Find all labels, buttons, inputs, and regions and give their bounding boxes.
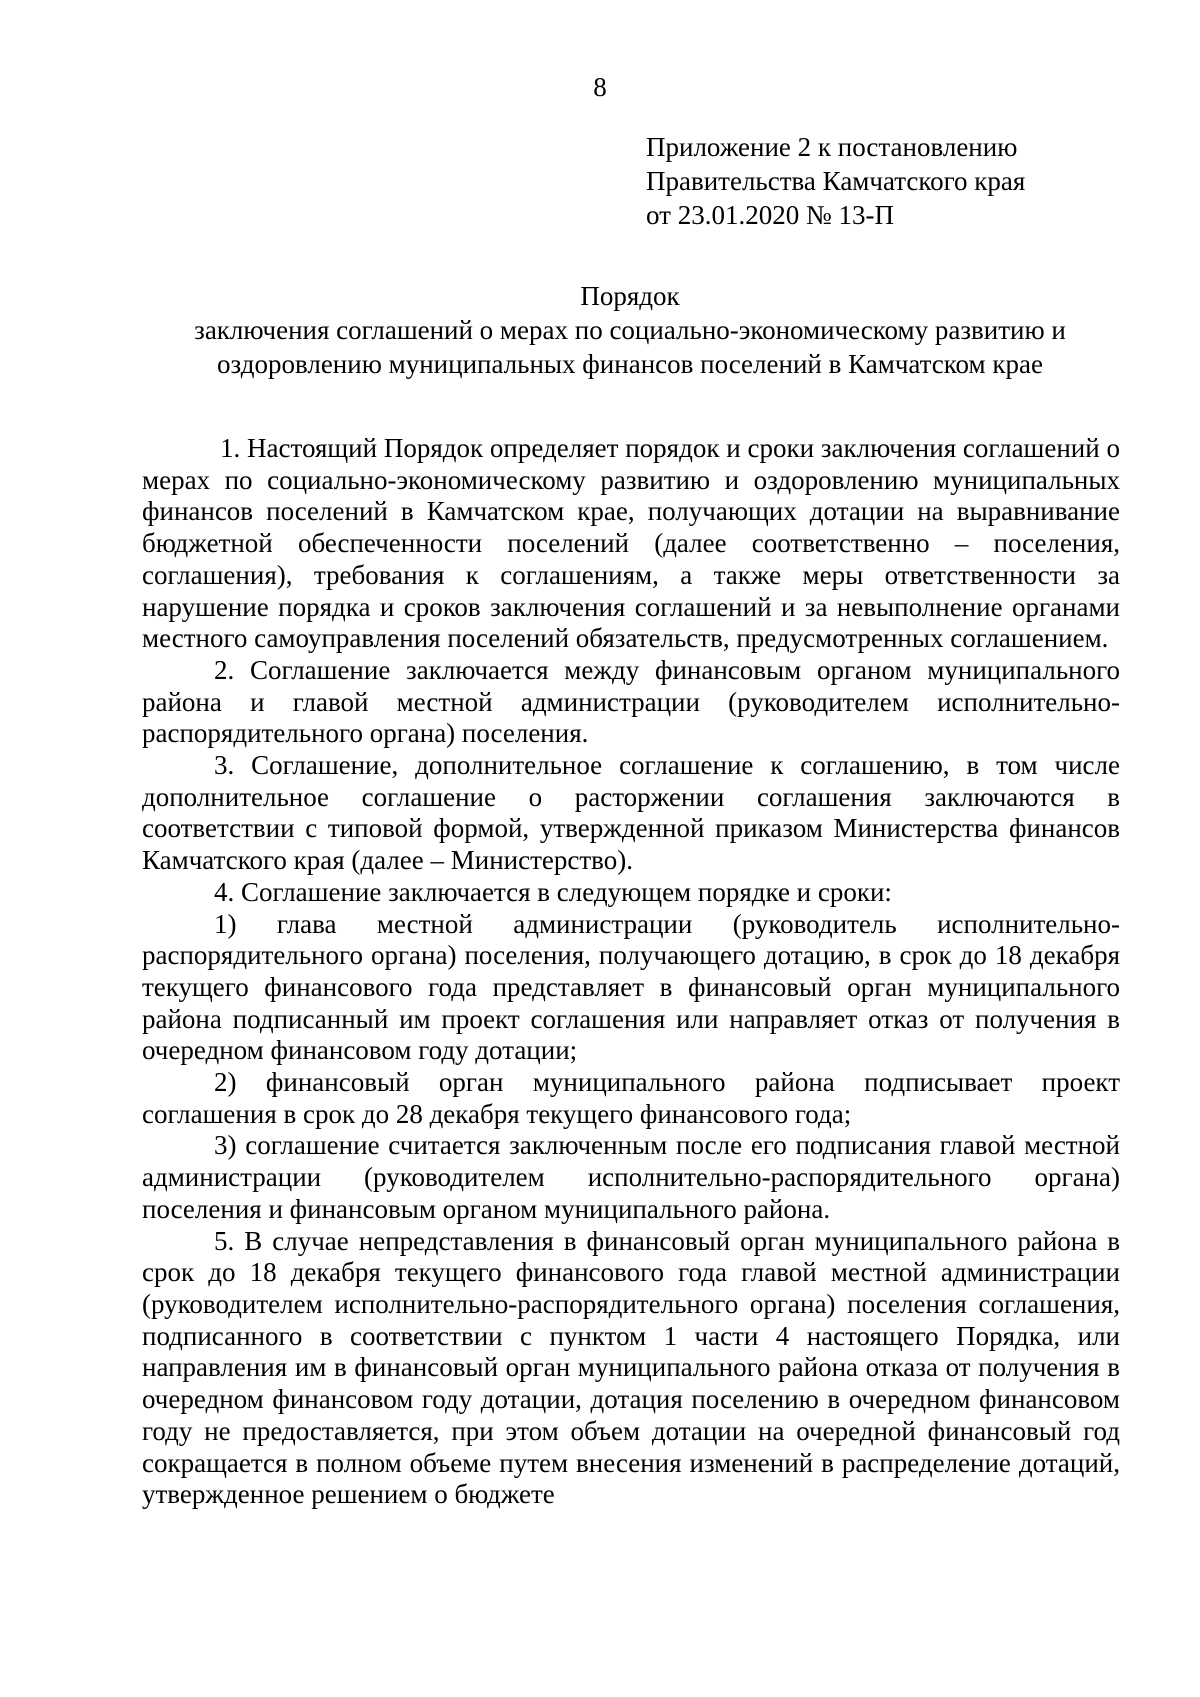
title-heading: Порядок xyxy=(580,281,680,311)
paragraph-4-item-3: 3) соглашение считается заключенным после его подписания главой местной администрации (руководителем исполнительно-распорядительного органа) поселения и финансовым органом муниципального района. xyxy=(142,1130,1120,1224)
document-title xyxy=(140,279,1120,381)
paragraph-4-item-2: 2) финансовый орган муниципального района подписывает проект соглашения в срок до 28 декабря текущего финансового года; xyxy=(142,1067,1120,1129)
appendix-line: от 23.01.2020 № 13-П xyxy=(646,200,894,230)
paragraph-2: 2. Соглашение заключается между финансовым органом муниципального района и главой местной администрации (руководителем исполнительно-распорядительного органа) поселения. xyxy=(142,654,1120,749)
paragraph-4-item-1: 1) глава местной администрации (руководитель исполнительно-распорядительного органа) поселения, получающего дотацию, в срок до 18 декабря текущего финансового года представляет в финансовый орган муниципального района подписанный им проект соглашения или направляет отказ от получения в очередном финансовом году дотации; xyxy=(142,908,1120,1066)
page-number: 8 xyxy=(593,72,607,102)
paragraph-4: 4. Соглашение заключается в следующем порядке и сроки: xyxy=(214,876,892,907)
appendix-block xyxy=(646,130,1146,232)
title-subheading-line: заключения соглашений о мерах по социально-экономическому развитию и xyxy=(194,315,1066,345)
title-subheading-line: оздоровлению муниципальных финансов поселений в Камчатском крае xyxy=(217,349,1043,379)
appendix-line: Правительства Камчатского края xyxy=(646,166,1026,196)
paragraph-3: 3. Соглашение, дополнительное соглашение к соглашению, в том числе дополнительное соглашение о расторжении соглашения заключаются в соответствии с типовой формой, утвержденной приказом Министерства финансов Камчатского края (далее – Министерство). xyxy=(142,750,1120,876)
paragraph-5: 5. В случае непредставления в финансовый орган муниципального района в срок до 18 декабря текущего финансового года главой местной администрации (руководителем исполнительно-распорядительного органа) поселения соглашения, подписанного в соответствии с пунктом 1 части 4 настоящего Порядка, или направления им в финансовый орган муниципального района отказа от получения в очередном финансовом году дотации, дотация поселению в очередном финансовом году не предоставляется, при этом объем дотации на очередной финансовый год сокращается в полном объеме путем внесения изменений в распределение дотаций, утвержденное решением о бюджете xyxy=(142,1225,1120,1510)
appendix-line: Приложение 2 к постановлению xyxy=(646,132,1018,162)
paragraph-1: 1. Настоящий Порядок определяет порядок и сроки заключения соглашений о мерах по социально-экономическому развитию и оздоровлению муниципальных финансов поселений в Камчатском крае, получающих дотации на выравнивание бюджетной обеспеченности поселений (далее соответственно – поселения, соглашения), требования к соглашениям, а также меры ответственности за нарушение порядка и сроков заключения соглашений и за невыполнение органами местного самоуправления поселений обязательств, предусмотренных соглашением. xyxy=(142,433,1120,654)
document-body xyxy=(142,433,1120,1511)
